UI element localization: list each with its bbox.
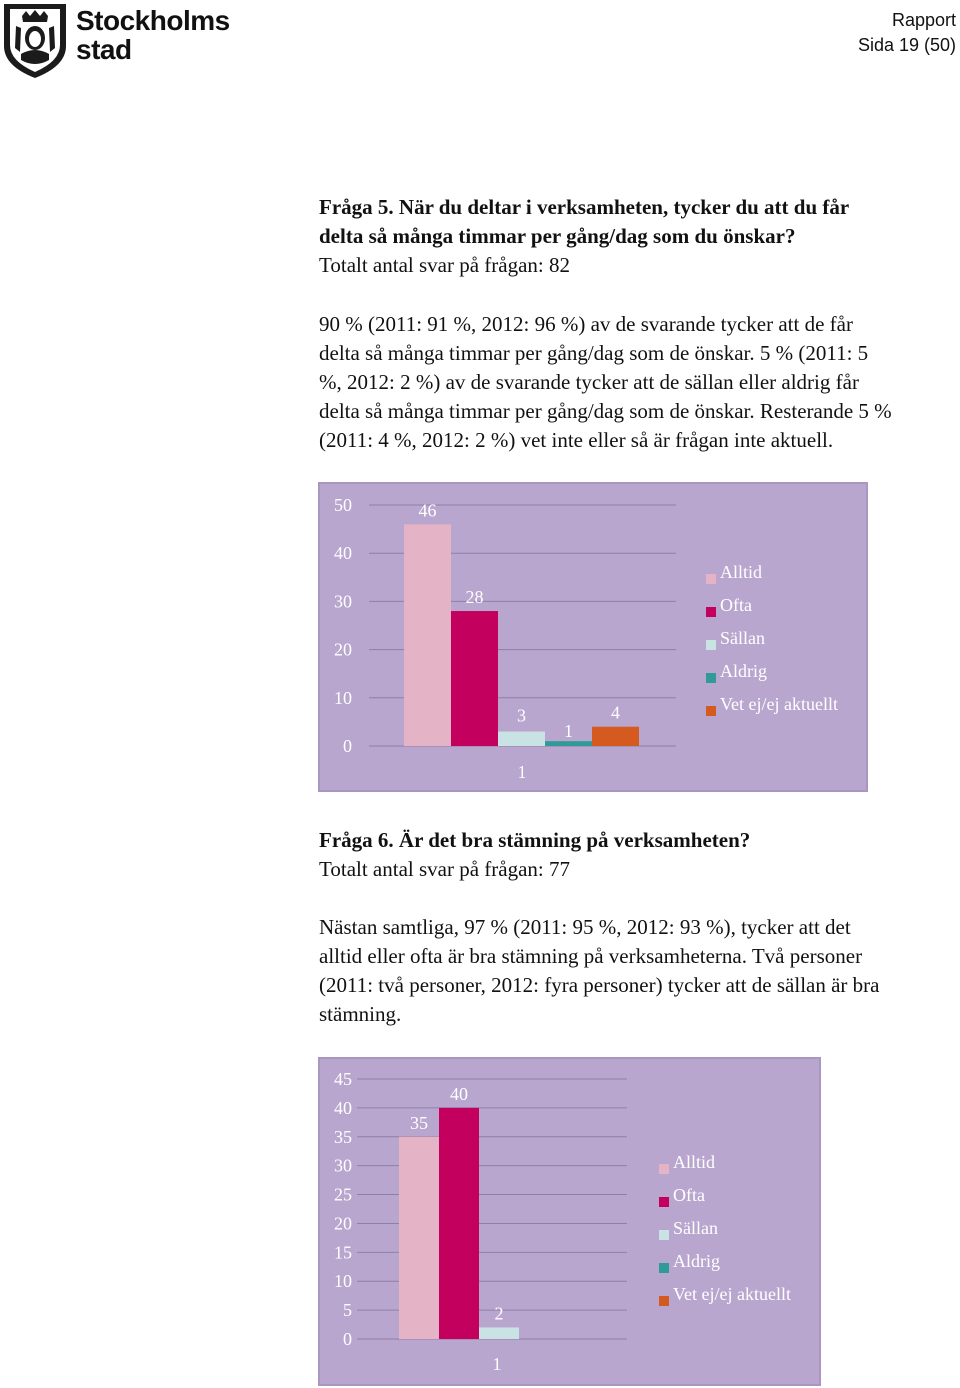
y-tick-label: 20 bbox=[334, 1213, 352, 1234]
legend-swatch bbox=[659, 1263, 669, 1273]
legend-swatch bbox=[706, 640, 716, 650]
q6-chart-plot bbox=[320, 1059, 823, 1388]
y-tick-label: 30 bbox=[334, 1155, 352, 1176]
legend-swatch bbox=[706, 574, 716, 584]
data-label: 40 bbox=[450, 1083, 468, 1104]
q6-title: Fråga 6. Är det bra stämning på verksamheten? bbox=[319, 828, 751, 852]
q6-body-line: alltid eller ofta är bra stämning på verksamheterna. Två personer bbox=[319, 944, 863, 968]
q6-body bbox=[319, 913, 959, 1029]
q6-bar-chart bbox=[318, 1057, 821, 1386]
y-tick-label: 0 bbox=[343, 736, 352, 756]
city-crest-icon bbox=[2, 2, 68, 80]
axis-category-label: 1 bbox=[492, 1354, 502, 1374]
q6-section bbox=[319, 826, 959, 884]
bar-ofta bbox=[451, 611, 498, 746]
q5-body-line: delta så många timmar per gång/dag som de önskar. 5 % (2011: 5 bbox=[319, 341, 869, 365]
legend-swatch bbox=[706, 706, 716, 716]
legend-swatch bbox=[659, 1164, 669, 1174]
data-label: 4 bbox=[611, 702, 620, 723]
legend-label: Vet ej/ej aktuellt bbox=[673, 1284, 791, 1304]
bar-alltid bbox=[399, 1137, 439, 1339]
y-tick-label: 40 bbox=[334, 1097, 352, 1118]
page-header-info bbox=[858, 8, 956, 58]
legend-swatch bbox=[659, 1197, 669, 1207]
legend-label: Alltid bbox=[720, 562, 763, 582]
bar-ofta bbox=[439, 1108, 479, 1339]
legend-label: Ofta bbox=[673, 1185, 705, 1205]
y-tick-label: 10 bbox=[334, 687, 352, 708]
legend-label: Aldrig bbox=[673, 1251, 720, 1271]
q5-chart-plot bbox=[320, 484, 870, 794]
q5-section bbox=[319, 193, 959, 280]
logo-line-1: Stockholms bbox=[76, 5, 230, 36]
q5-total: Totalt antal svar på frågan: 82 bbox=[319, 253, 571, 277]
legend-label: Alltid bbox=[673, 1152, 716, 1172]
y-tick-label: 25 bbox=[334, 1184, 352, 1205]
q6-total: Totalt antal svar på frågan: 77 bbox=[319, 857, 571, 881]
y-tick-label: 35 bbox=[334, 1126, 352, 1147]
q5-body-line: %, 2012: 2 %) av de svarande tycker att de sällan eller aldrig får bbox=[319, 370, 859, 394]
legend-label: Vet ej/ej aktuellt bbox=[720, 694, 838, 714]
y-tick-label: 50 bbox=[334, 495, 352, 515]
data-label: 46 bbox=[418, 500, 437, 521]
y-tick-label: 20 bbox=[334, 639, 352, 660]
data-label: 1 bbox=[564, 721, 573, 742]
q5-body bbox=[319, 310, 959, 455]
q5-title-line-2: delta så många timmar per gång/dag som du önskar? bbox=[319, 224, 796, 248]
logo-wordmark bbox=[76, 6, 230, 64]
data-label: 28 bbox=[465, 587, 484, 608]
y-tick-label: 10 bbox=[334, 1271, 352, 1292]
y-tick-label: 5 bbox=[343, 1300, 352, 1321]
bar-sallan bbox=[479, 1327, 519, 1339]
legend-swatch bbox=[706, 607, 716, 617]
page-number: Sida 19 (50) bbox=[857, 35, 956, 55]
legend-swatch bbox=[659, 1296, 669, 1306]
y-tick-label: 15 bbox=[334, 1242, 352, 1263]
q6-body-line: stämning. bbox=[319, 1002, 402, 1026]
logo-line-2: stad bbox=[76, 34, 132, 65]
legend-swatch bbox=[706, 673, 716, 683]
data-label: 2 bbox=[494, 1303, 504, 1324]
legend-label: Aldrig bbox=[720, 661, 767, 681]
legend-label: Ofta bbox=[720, 595, 752, 615]
q5-body-line: 90 % (2011: 91 %, 2012: 96 %) av de svarande tycker att de får bbox=[319, 312, 853, 336]
bar-aldrig bbox=[545, 741, 592, 746]
data-label: 3 bbox=[517, 705, 526, 726]
bar-vet_ej bbox=[592, 727, 639, 746]
q6-body-line: (2011: två personer, 2012: fyra personer) tycker att de sällan är bra bbox=[319, 973, 880, 997]
q5-body-line: (2011: 4 %, 2012: 2 %) vet inte eller så är frågan inte aktuell. bbox=[319, 428, 834, 452]
y-tick-label: 40 bbox=[334, 543, 352, 564]
y-tick-label: 0 bbox=[343, 1329, 352, 1349]
q6-body-line: Nästan samtliga, 97 % (2011: 95 %, 2012: 93 %), tycker att det bbox=[319, 915, 851, 939]
legend-label: Sällan bbox=[720, 628, 765, 648]
y-tick-label: 30 bbox=[334, 591, 352, 612]
q5-title-line-1: Fråga 5. När du deltar i verksamheten, tycker du att du får bbox=[319, 195, 850, 219]
axis-category-label: 1 bbox=[517, 762, 527, 782]
q5-body-line: delta så många timmar per gång/dag som de önskar. Resterande 5 % bbox=[319, 399, 892, 423]
data-label: 35 bbox=[410, 1112, 428, 1133]
q5-bar-chart bbox=[318, 482, 868, 792]
report-label: Rapport bbox=[891, 10, 956, 30]
bar-sallan bbox=[498, 732, 545, 746]
stockholms-stad-logo bbox=[2, 2, 232, 80]
legend-label: Sällan bbox=[673, 1218, 718, 1238]
legend-swatch bbox=[659, 1230, 669, 1240]
y-tick-label: 45 bbox=[334, 1069, 352, 1089]
bar-alltid bbox=[404, 524, 451, 746]
